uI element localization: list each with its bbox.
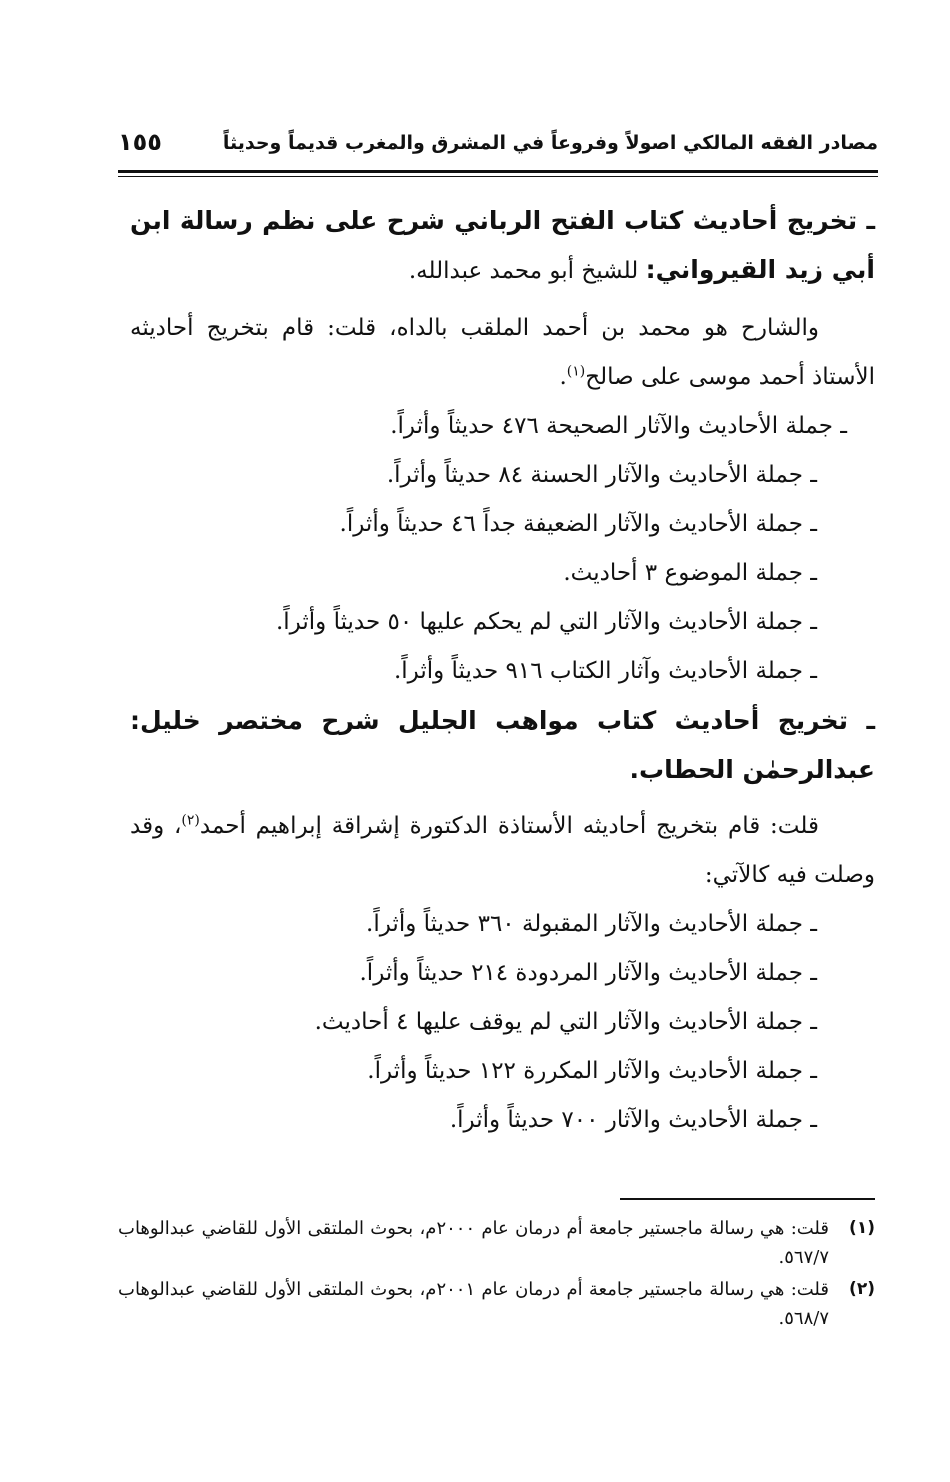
footnote-number: (٢) [849,1279,875,1299]
footnote-ref-1: (١) [566,363,586,380]
paragraph-1-end: . [559,364,567,390]
footnotes [118,1214,875,1336]
footnote-text: قلت: هي رسالة ماجستير جامعة أم درمان عام ٢٠٠١م، بحوث الملتقى الأول للقاضي عبدالوهاب ٥٦٨/٧. [118,1279,829,1329]
footnote-text: قلت: هي رسالة ماجستير جامعة أم درمان عام ٢٠٠٠م، بحوث الملتقى الأول للقاضي عبدالوهاب ٥٦٧/٧. [118,1218,829,1268]
footnote-number: (١) [849,1218,875,1238]
paragraph-1 [130,304,875,402]
list-item: ـ جملة الأحاديث والآثار التي لم يوقف عليها ٤ أحاديث. [314,1009,817,1035]
list-item: ـ جملة الأحاديث وآثار الكتاب ٩١٦ حديثاً وأثراً. [393,658,817,684]
main-text [130,196,875,1145]
paragraph-2-end: ، وقد وصلت فيه كالآتي: [130,813,875,888]
paragraph-1-text: والشارح هو محمد بن أحمد الملقب بالداه، قلت: قام بتخريج أحاديثه الأستاذ أحمد موسى على صالح [130,315,875,390]
list-item: ـ جملة الأحاديث والآثار الضعيفة جداً ٤٦ حديثاً وأثراً. [339,511,817,537]
running-title: مصادر الفقه المالكي اصولاً وفروعاً في المشرق والمغرب قديماً وحديثاً [222,132,878,154]
list-item: ـ جملة الأحاديث والآثار التي لم يحكم عليها ٥٠ حديثاً وأثراً. [275,609,817,635]
list-item: ـ جملة الأحاديث والآثار الحسنة ٨٤ حديثاً وأثراً. [386,462,817,488]
list-item: ـ جملة الأحاديث والآثار المكررة ١٢٢ حديثاً وأثراً. [367,1058,817,1084]
footnote-separator [620,1198,875,1200]
list-item: ـ جملة الأحاديث والآثار المقبولة ٣٦٠ حديثاً وأثراً. [366,911,817,937]
section-heading-1 [130,196,875,296]
section-heading-1-bold: ـ تخريج أحاديث كتاب الفتح الرباني شرح على نظم رسالة ابن أبي زيد القيرواني: [130,206,875,284]
list-item: ـ جملة الأحاديث والآثار المردودة ٢١٤ حديثاً وأثراً. [359,960,817,986]
footnote [118,1214,875,1272]
header-rule-thin [118,176,878,177]
paragraph-2 [130,802,875,900]
section-heading-2: ـ تخريج أحاديث كتاب مواهب الجليل شرح مختصر خليل: عبدالرحمٰن الحطاب. [130,706,875,784]
list-item: ـ جملة الموضوع ٣ أحاديث. [563,560,817,586]
page-number: ١٥٥ [118,128,162,156]
header-rule-thick [118,170,878,173]
list-item: ـ جملة الأحاديث والآثار الصحيحة ٤٧٦ حديثاً وأثراً. [390,413,847,439]
section-heading-1-rest: للشيخ أبو محمد عبدالله. [408,258,646,284]
footnote-ref-2: (٢) [181,812,200,829]
paragraph-2-text: قلت: قام بتخريج أحاديثه الأستاذة الدكتورة إشراقة إبراهيم أحمد [199,813,819,839]
list-item: ـ جملة الأحاديث والآثار ٧٠٠ حديثاً وأثراً. [449,1107,817,1133]
running-header [118,128,878,164]
footnote [118,1275,875,1333]
